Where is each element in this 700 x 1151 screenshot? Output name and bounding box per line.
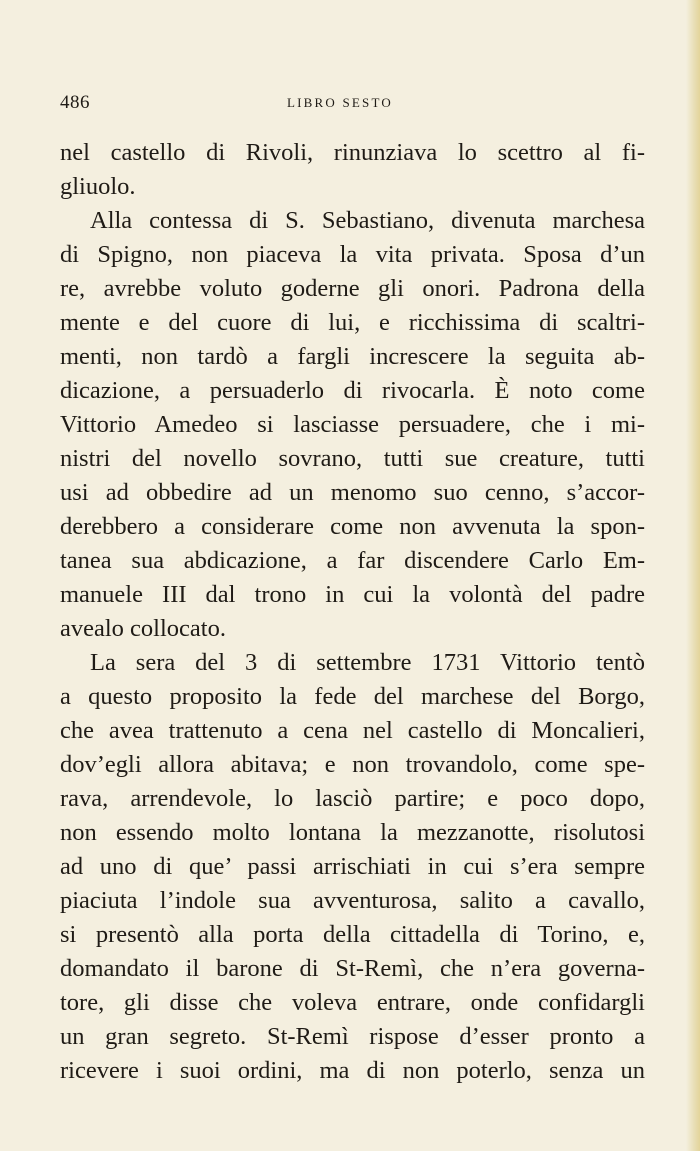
text-line: tanea sua abdicazione, a far discendere Carlo Em- — [60, 547, 645, 574]
text-line: gliuolo. — [60, 173, 136, 200]
text-line: usi ad obbedire ad un menomo suo cenno, s’accor- — [60, 479, 645, 506]
page-edge — [686, 0, 700, 1151]
text-line: che avea trattenuto a cena nel castello di Moncalieri, — [60, 717, 645, 744]
text-line: ricevere i suoi ordini, ma di non poterlo, senza un — [60, 1057, 645, 1084]
text-line: nel castello di Rivoli, rinunziava lo scettro al fi- — [60, 139, 645, 166]
text-line: avealo collocato. — [60, 615, 226, 642]
text-line: tore, gli disse che voleva entrare, onde confidargli — [60, 989, 645, 1016]
text-line: Alla contessa di S. Sebastiano, divenuta marchesa — [90, 207, 645, 234]
text-line: ad uno di que’ passi arrischiati in cui s’era sempre — [60, 853, 645, 880]
text-line: manuele III dal trono in cui la volontà del padre — [60, 581, 645, 608]
body-text — [60, 136, 645, 1088]
text-line: mente e del cuore di lui, e ricchissima di scaltri- — [60, 309, 645, 336]
text-line: nistri del novello sovrano, tutti sue creature, tutti — [60, 445, 645, 472]
text-line: derebbero a considerare come non avvenuta la spon- — [60, 513, 645, 540]
text-line: domandato il barone di St-Remì, che n’era governa- — [60, 955, 645, 982]
text-line: un gran segreto. St-Remì rispose d’esser pronto a — [60, 1023, 645, 1050]
text-line: re, avrebbe voluto goderne gli onori. Padrona della — [60, 275, 645, 302]
text-line: dov’egli allora abitava; e non trovandolo, come spe- — [60, 751, 645, 778]
text-line: a questo proposito la fede del marchese del Borgo, — [60, 683, 645, 710]
text-line: menti, non tardò a fargli increscere la seguita ab- — [60, 343, 645, 370]
text-line: non essendo molto lontana la mezzanotte, risolutosi — [60, 819, 645, 846]
text-line: si presentò alla porta della cittadella di Torino, e, — [60, 921, 645, 948]
text-line: di Spigno, non piaceva la vita privata. Sposa d’un — [60, 241, 645, 268]
running-head — [60, 92, 650, 116]
running-title: LIBRO SESTO — [287, 95, 393, 110]
text-line: Vittorio Amedeo si lasciasse persuadere, che i mi- — [60, 411, 645, 438]
text-line: rava, arrendevole, lo lasciò partire; e poco dopo, — [60, 785, 645, 812]
text-line: dicazione, a persuaderlo di rivocarla. È noto come — [60, 377, 645, 404]
page-number: 486 — [60, 92, 90, 113]
text-line: piaciuta l’indole sua avventurosa, salito a cavallo, — [60, 887, 645, 914]
text-line: La sera del 3 di settembre 1731 Vittorio tentò — [90, 649, 645, 676]
